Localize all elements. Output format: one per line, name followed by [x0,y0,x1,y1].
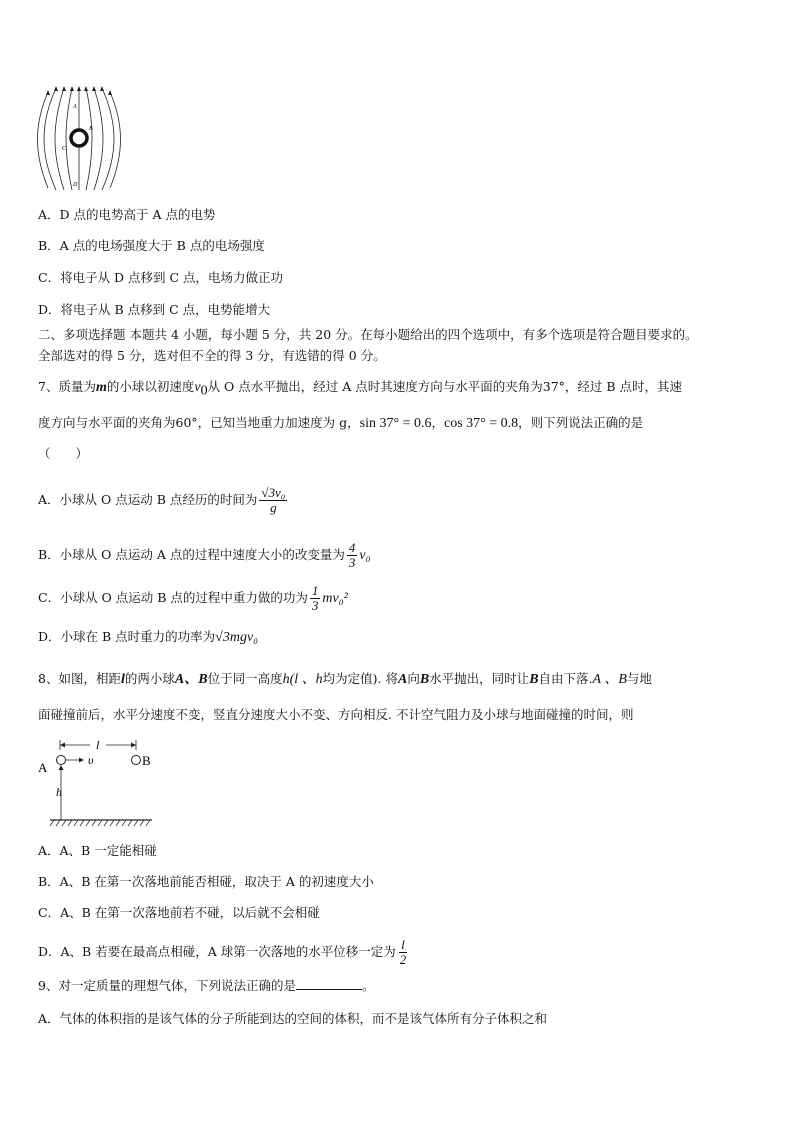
q7-option-b [38,541,370,570]
q8-t6: 水平抛出，同时让 [429,671,530,686]
q7-cos: cos 37° = 0.8 [444,416,519,431]
q8-option-d-num: l [401,937,405,952]
q8-stem-line-2: 面碰撞前后，水平分速度不变，竖直分速度大小不变、方向相反. 不计空气阻力及小球与地面碰撞的时间，则 [38,707,634,722]
q7-option-b-text: B．小球从 O 点运动 A 点的过程中速度大小的改变量为 [38,547,345,562]
q7-stem-line-2: 度方向与水平面的夹角为60°，已知当地重力加速度为 g，sin 37° = 0.6，cos 37° = 0.8，则下列说法正确的是 [38,415,644,431]
q6-option-a: A．D 点的电势高于 A 点的电势 [38,207,216,222]
q8-option-d-text: D．A、B 若要在最高点相碰，A 球第一次落地的水平位移一定为 [38,944,396,959]
q7-mass-symbol: m [95,380,107,395]
q7-option-c-text: C．小球从 O 点运动 B 点的过程中重力做的功为 [38,590,308,605]
q8-option-d-den: 2 [399,952,407,967]
fig2-label-l: l [96,738,100,752]
q7-option-d-text: D．小球在 B 点时重力的功率为 [38,629,216,644]
q7-option-c-num: 1 [311,583,319,598]
fig2-label-b: B [142,753,151,768]
q8-option-a: A．A、B 一定能相碰 [38,843,157,858]
section-2-line-2: 全部选对的得 5 分，选对但不全的得 3 分，有选错的得 0 分。 [38,348,386,363]
q8-t4: 均为定值). 将 [322,671,398,686]
q9-option-a: A．气体的体积指的是该气体的分子所能到达的空间的体积，而不是该气体所有分子体积之和 [38,1011,548,1026]
fig1-label-a: A [73,104,77,110]
projectile-figure [34,736,164,830]
q7-stem-line-1: 7、质量为m的小球以初速度$v_0$从 O 点水平抛出，经过 A 点时其速度方向与水平面的夹角为37°，经过 B 点时，其速 [38,379,683,399]
q6-option-d: D．将电子从 B 点移到 C 点，电势能增大 [38,302,271,317]
q7-sin: sin 37° = 0.6 [359,416,432,431]
fig1-label-d: D [73,182,78,188]
q8-t7: 自由下落. [538,671,593,686]
q7-option-d-tail: √3mgv₀ [215,630,259,645]
q7-paren: （ ） [38,446,89,461]
q6-option-c: C．将电子从 D 点移到 C 点，电场力做正功 [38,270,284,285]
section-2-line-1: 二、多项选择题 本题共 4 小题，每小题 5 分，共 20 分。在每小题给出的四个选项中，有多个选项是符合题目要求的。 [38,327,698,342]
q8-t5: 向 [407,671,420,686]
q8-option-d [38,938,410,967]
fig1-label-b: B [89,126,93,132]
q9-stem [38,977,374,995]
q8-option-b: B．A、B 在第一次落地前能否相碰，取决于 A 的初速度大小 [38,874,374,889]
q7-option-c-fraction [310,584,321,613]
q9-stem-text: 9、对一定质量的理想气体，下列说法正确的是 [38,978,296,993]
q7-option-a-fraction [259,486,287,515]
q9-answer-blank[interactable] [296,977,362,990]
q7-option-a-den: g [270,500,277,515]
q9-stem-end: 。 [361,978,375,993]
q7-option-b-tail: v₀ [359,548,371,563]
q8-b-2: B [529,672,539,687]
q8-a-1: A [397,672,408,687]
q8-l-symbol: l [120,672,125,687]
q7-text-2: 的小球以初速度 [106,379,195,394]
q7-option-a [38,486,289,515]
q7-option-b-den: 3 [348,555,356,570]
fig2-label-h: h [56,785,62,799]
q7-option-d [38,628,258,647]
fig1-label-c: C [62,146,67,152]
q7-option-a-text: A．小球从 O 点运动 B 点经历的时间为 [38,492,258,507]
fig2-label-a: A [38,760,48,775]
q8-stem-line-1 [38,670,652,689]
q7-option-c [38,584,348,613]
q7-option-c-tail: mv₀² [322,591,348,606]
q7-v0-symbol: v [194,380,201,395]
q8-t2: 的两小球 [124,671,175,686]
fig2-label-v: υ [88,753,94,767]
q7-text-3: 从 O 点水平抛出，经过 A 点时其速度方向与水平面的夹角为37°，经过 B 点时，其速 [207,379,683,394]
field-lines-figure [34,84,124,194]
q8-option-c: C．A、B 在第一次落地前若不碰，以后就不会相碰 [38,905,320,920]
q7-option-c-den: 3 [311,598,319,613]
q7-text-5: ，则下列说法正确的是 [518,415,644,430]
q7-text-1: 7、质量为 [38,379,96,394]
q7-option-b-fraction [347,541,358,570]
q8-t1: 8、如图，相距 [38,671,121,686]
q8-option-d-fraction [398,938,409,967]
q7-option-b-num: 4 [348,540,356,555]
q6-option-b: B．A 点的电场强度大于 B 点的电场强度 [38,238,265,253]
q8-ab-1: A、B [174,672,208,687]
q8-t8: 与地 [626,671,652,686]
q8-ab-2: A 、B [592,672,627,687]
q8-h-expr: h(l 、h [282,672,323,687]
q8-t3: 位于同一高度 [207,671,283,686]
q7-text-4: 度方向与水平面的夹角为60°，已知当地重力加速度为 g， [38,415,360,430]
q7-option-a-num: √3v₀ [261,485,286,500]
q8-b-1: B [419,672,430,687]
